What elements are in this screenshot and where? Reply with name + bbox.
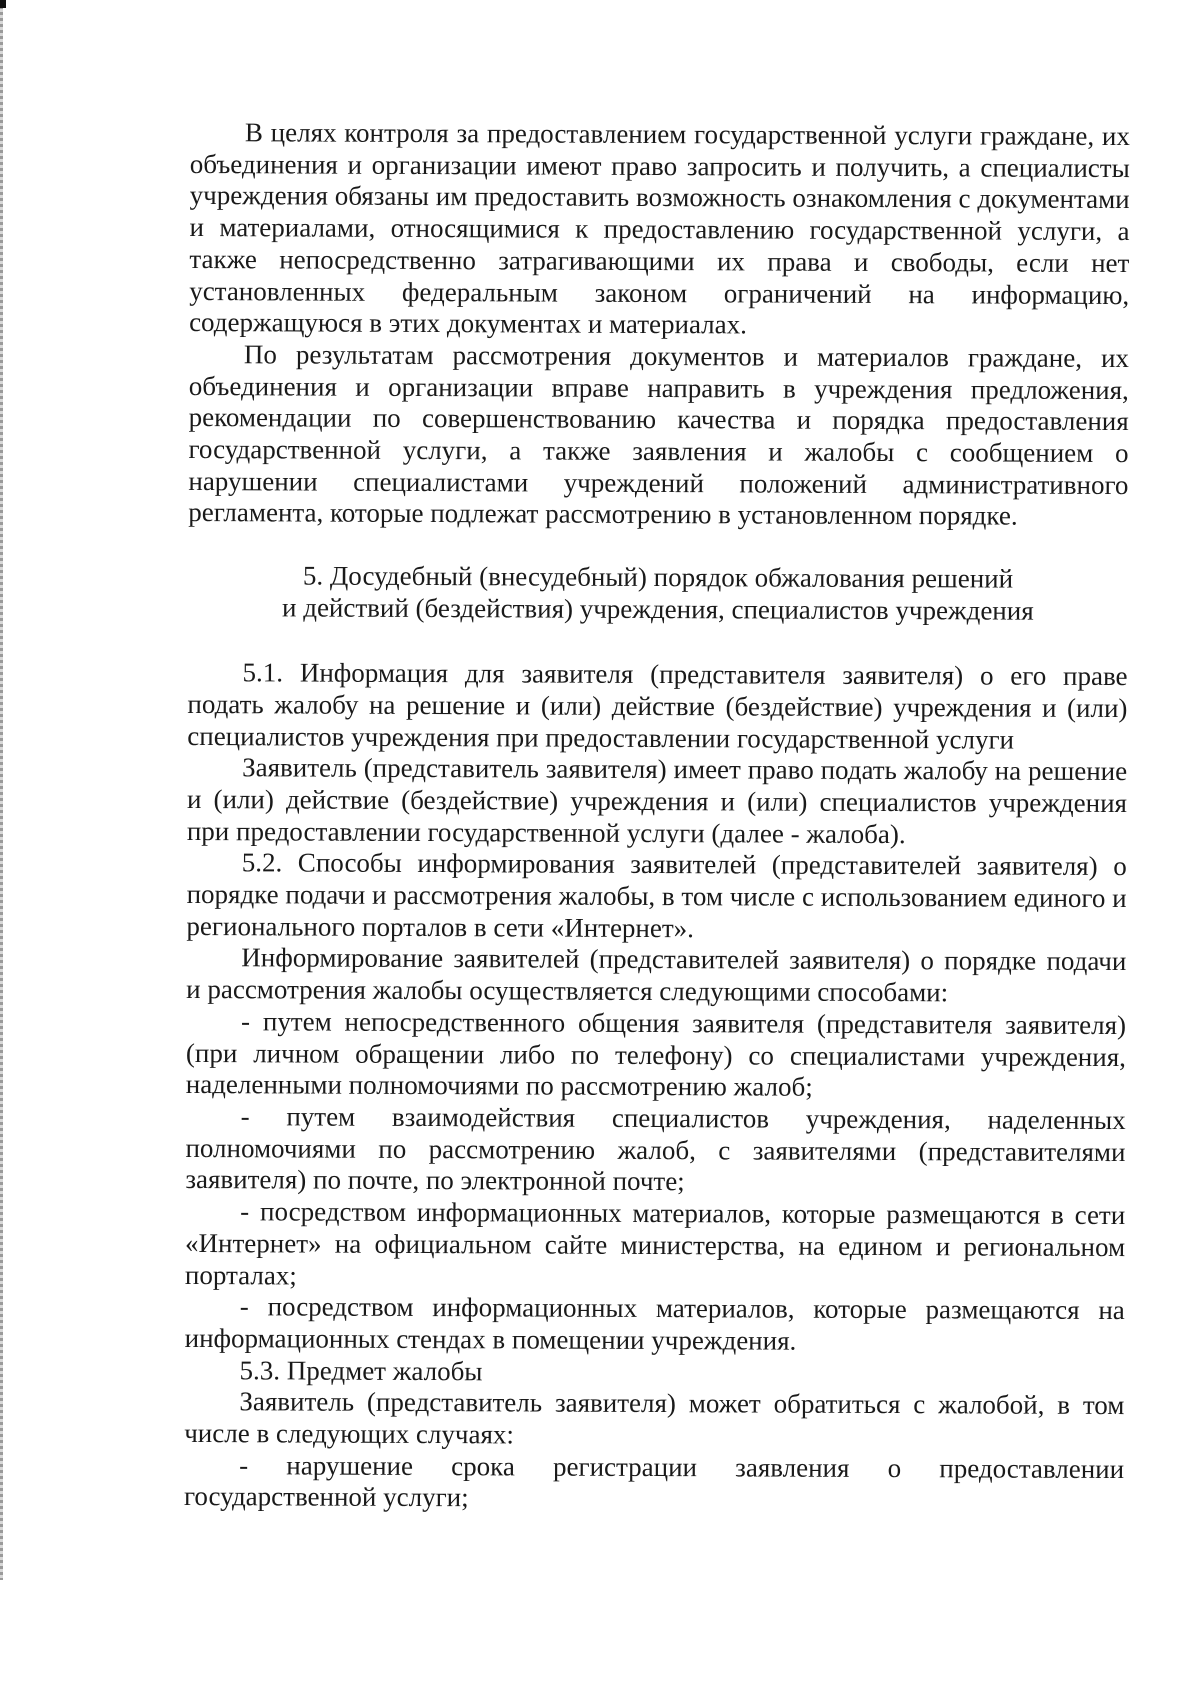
paragraph: В целях контроля за предоставлением государственной услуги граждане, их объединения и организации имеют право запросить и получить, а специалисты учреждения обязаны им предоставить возможность ознакомления с документами и материалами, относящимися к предоставлению государственной услуги, а также непосредственно затрагивающими их права и свободы, если нет установленных федеральным законом ограничений на информацию, содержащуюся в этих документах и материалах. [189, 117, 1130, 340]
paragraph: Информирование заявителей (представителей заявителя) о порядке подачи и рассмотрения жалобы осуществляется следующими способами: [186, 942, 1127, 1008]
list-item: - путем непосредственного общения заявителя (представителя заявителя) (при личном обращении либо по телефону) со специалистами учреждения, наделенными полномочиями по рассмотрению жалоб; [185, 1006, 1127, 1103]
section-heading [188, 559, 1128, 627]
scan-mark [0, 0, 6, 8]
list-item: - путем взаимодействия специалистов учреждения, наделенных полномочиями по рассмотрению жалоб, с заявителями (представителями заявителя) по почте, по электронной почте; [185, 1101, 1126, 1197]
document-page [184, 117, 1130, 1517]
section-heading-line-2: и действий (бездействия) учреждения, специалистов учреждения [281, 592, 1034, 626]
paragraph: 5.2. Способы информирования заявителей (представителей заявителя) о порядке подачи и рассмотрения жалобы, в том числе с использованием единого и регионального порталов в сети «Интернет». [186, 847, 1127, 943]
paragraph: По результатам рассмотрения документов и материалов граждане, их объединения и организации вправе направить в учреждения предложения, рекомендации по совершенствованию качества и порядка предоставления государственной услуги, а также заявления и жалобы с сообщением о нарушении специалистами учреждений положений административного регламента, которые подлежат рассмотрению в установленном порядке. [188, 339, 1130, 532]
paragraph: Заявитель (представитель заявителя) может обратиться с жалобой, в том числе в следующих случаях: [184, 1386, 1125, 1450]
subsection-title: 5.3. Предмет жалобы [239, 1354, 483, 1386]
paragraph: 5.1. Информация для заявителя (представителя заявителя) о его праве подать жалобу на решение и (или) действие (бездействие) учреждения и (или) специалистов учреждения при предоставлении государственной услуги [187, 657, 1128, 755]
list-item: - посредством информационных материалов, которые размещаются на информационных стендах в помещении учреждения. [184, 1291, 1125, 1356]
list-item: - посредством информационных материалов, которые размещаются в сети «Интернет» на официальном сайте министерства, на едином и региональном порталах; [184, 1196, 1126, 1290]
paragraph: Заявитель (представитель заявителя) имеет право подать жалобу на решение и (или) действие (бездействие) учреждения и (или) специалистов учреждения при предоставлении государственной услуги (далее - жалоба). [186, 752, 1128, 849]
list-item: - нарушение срока регистрации заявления о предоставлении государственной услуги; [183, 1449, 1125, 1513]
scan-edge [0, 0, 3, 1580]
section-heading-line-1: 5. Досудебный (внесудебный) порядок обжалования решений [302, 560, 1014, 594]
